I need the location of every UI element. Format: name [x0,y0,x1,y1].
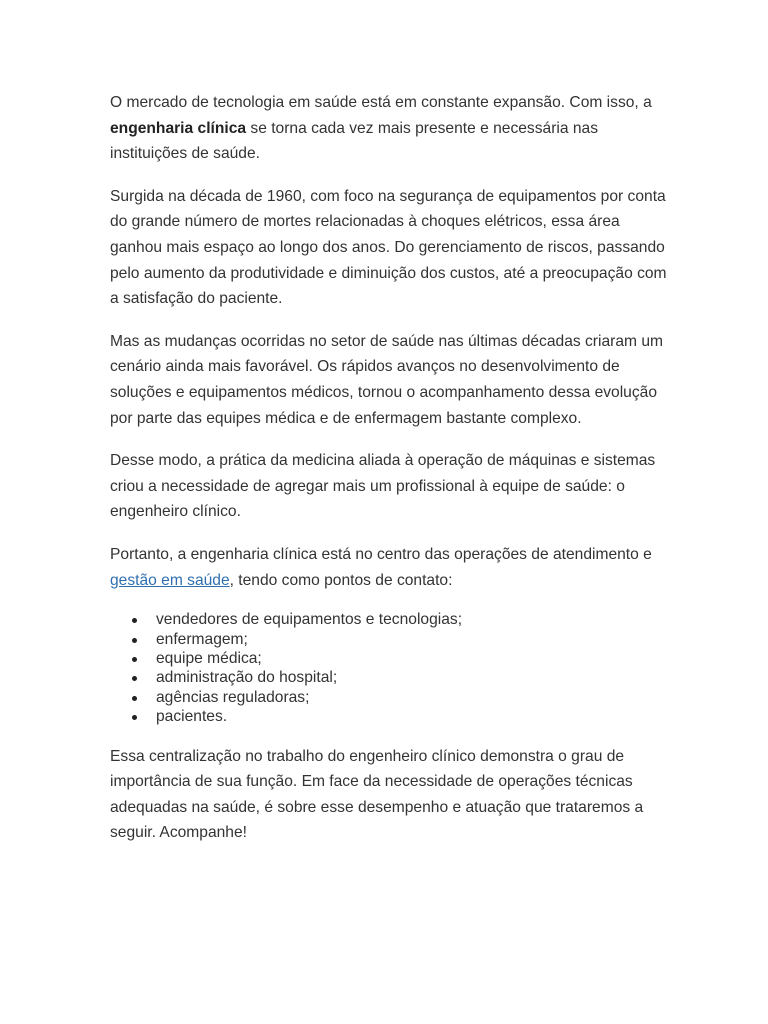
bullet-icon [132,657,137,662]
list-item-text: equipe médica; [156,649,262,667]
paragraph-changes: Mas as mudanças ocorridas no setor de saúde nas últimas décadas criaram um cenário ainda mais favorável. Os rápidos avanços no desenvolvimento de soluções e equipamentos médicos, tornou o acompanhamento dessa evolução por parte das equipes médica e de enfermagem bastante complexo. [110,332,663,427]
paragraph-history: Surgida na década de 1960, com foco na segurança de equipamentos por conta do grande número de mortes relacionadas à choques elétricos, essa área ganhou mais espaço ao longo dos anos. Do gerenciamento de riscos, passando pelo aumento da produtividade e diminuição dos custos, até a preocupação com a satisfação do paciente. [110,187,667,308]
list-item [156,610,670,629]
list-item-text: pacientes. [156,708,228,726]
contact-points-list [110,610,670,726]
list-item-text: agências reguladoras; [156,688,310,706]
bullet-icon [132,676,137,681]
contact-text-start: Portanto, a engenharia clínica está no centro das operações de atendimento e [110,545,652,563]
list-item [156,668,670,687]
list-item-text: administração do hospital; [156,669,338,687]
bullet-icon [132,696,137,701]
bullet-icon [132,638,137,643]
list-item [156,649,670,668]
contact-text-end: , tendo como pontos de contato: [229,571,453,589]
list-item-text: enfermagem; [156,630,248,648]
paragraph-contact [110,542,670,593]
list-item [156,630,670,649]
paragraph-medicine: Desse modo, a prática da medicina aliada à operação de máquinas e sistemas criou a necessidade de agregar mais um profissional à equipe de saúde: o engenheiro clínico. [110,452,656,521]
list-item-text: vendedores de equipamentos e tecnologias; [156,611,463,629]
list-item [156,688,670,707]
bullet-icon [132,715,137,720]
intro-bold-term: engenharia clínica [110,119,247,137]
paragraph-conclusion: Essa centralização no trabalho do engenheiro clínico demonstra o grau de importância de sua função. Em face da necessidade de operações técnicas adequadas na saúde, é sobre esse desempenho e atuação que trataremos a seguir. Acompanhe! [110,747,644,842]
bullet-icon [132,618,137,623]
paragraph-intro [110,90,670,167]
list-item [156,707,670,726]
gestao-em-saude-link[interactable]: gestão em saúde [110,571,230,589]
intro-text-start: O mercado de tecnologia em saúde está em constante expansão. Com isso, a [110,94,652,111]
intro-text-end: se torna cada vez mais presente e necessária nas instituições de saúde. [110,119,598,163]
document-body [110,90,670,863]
